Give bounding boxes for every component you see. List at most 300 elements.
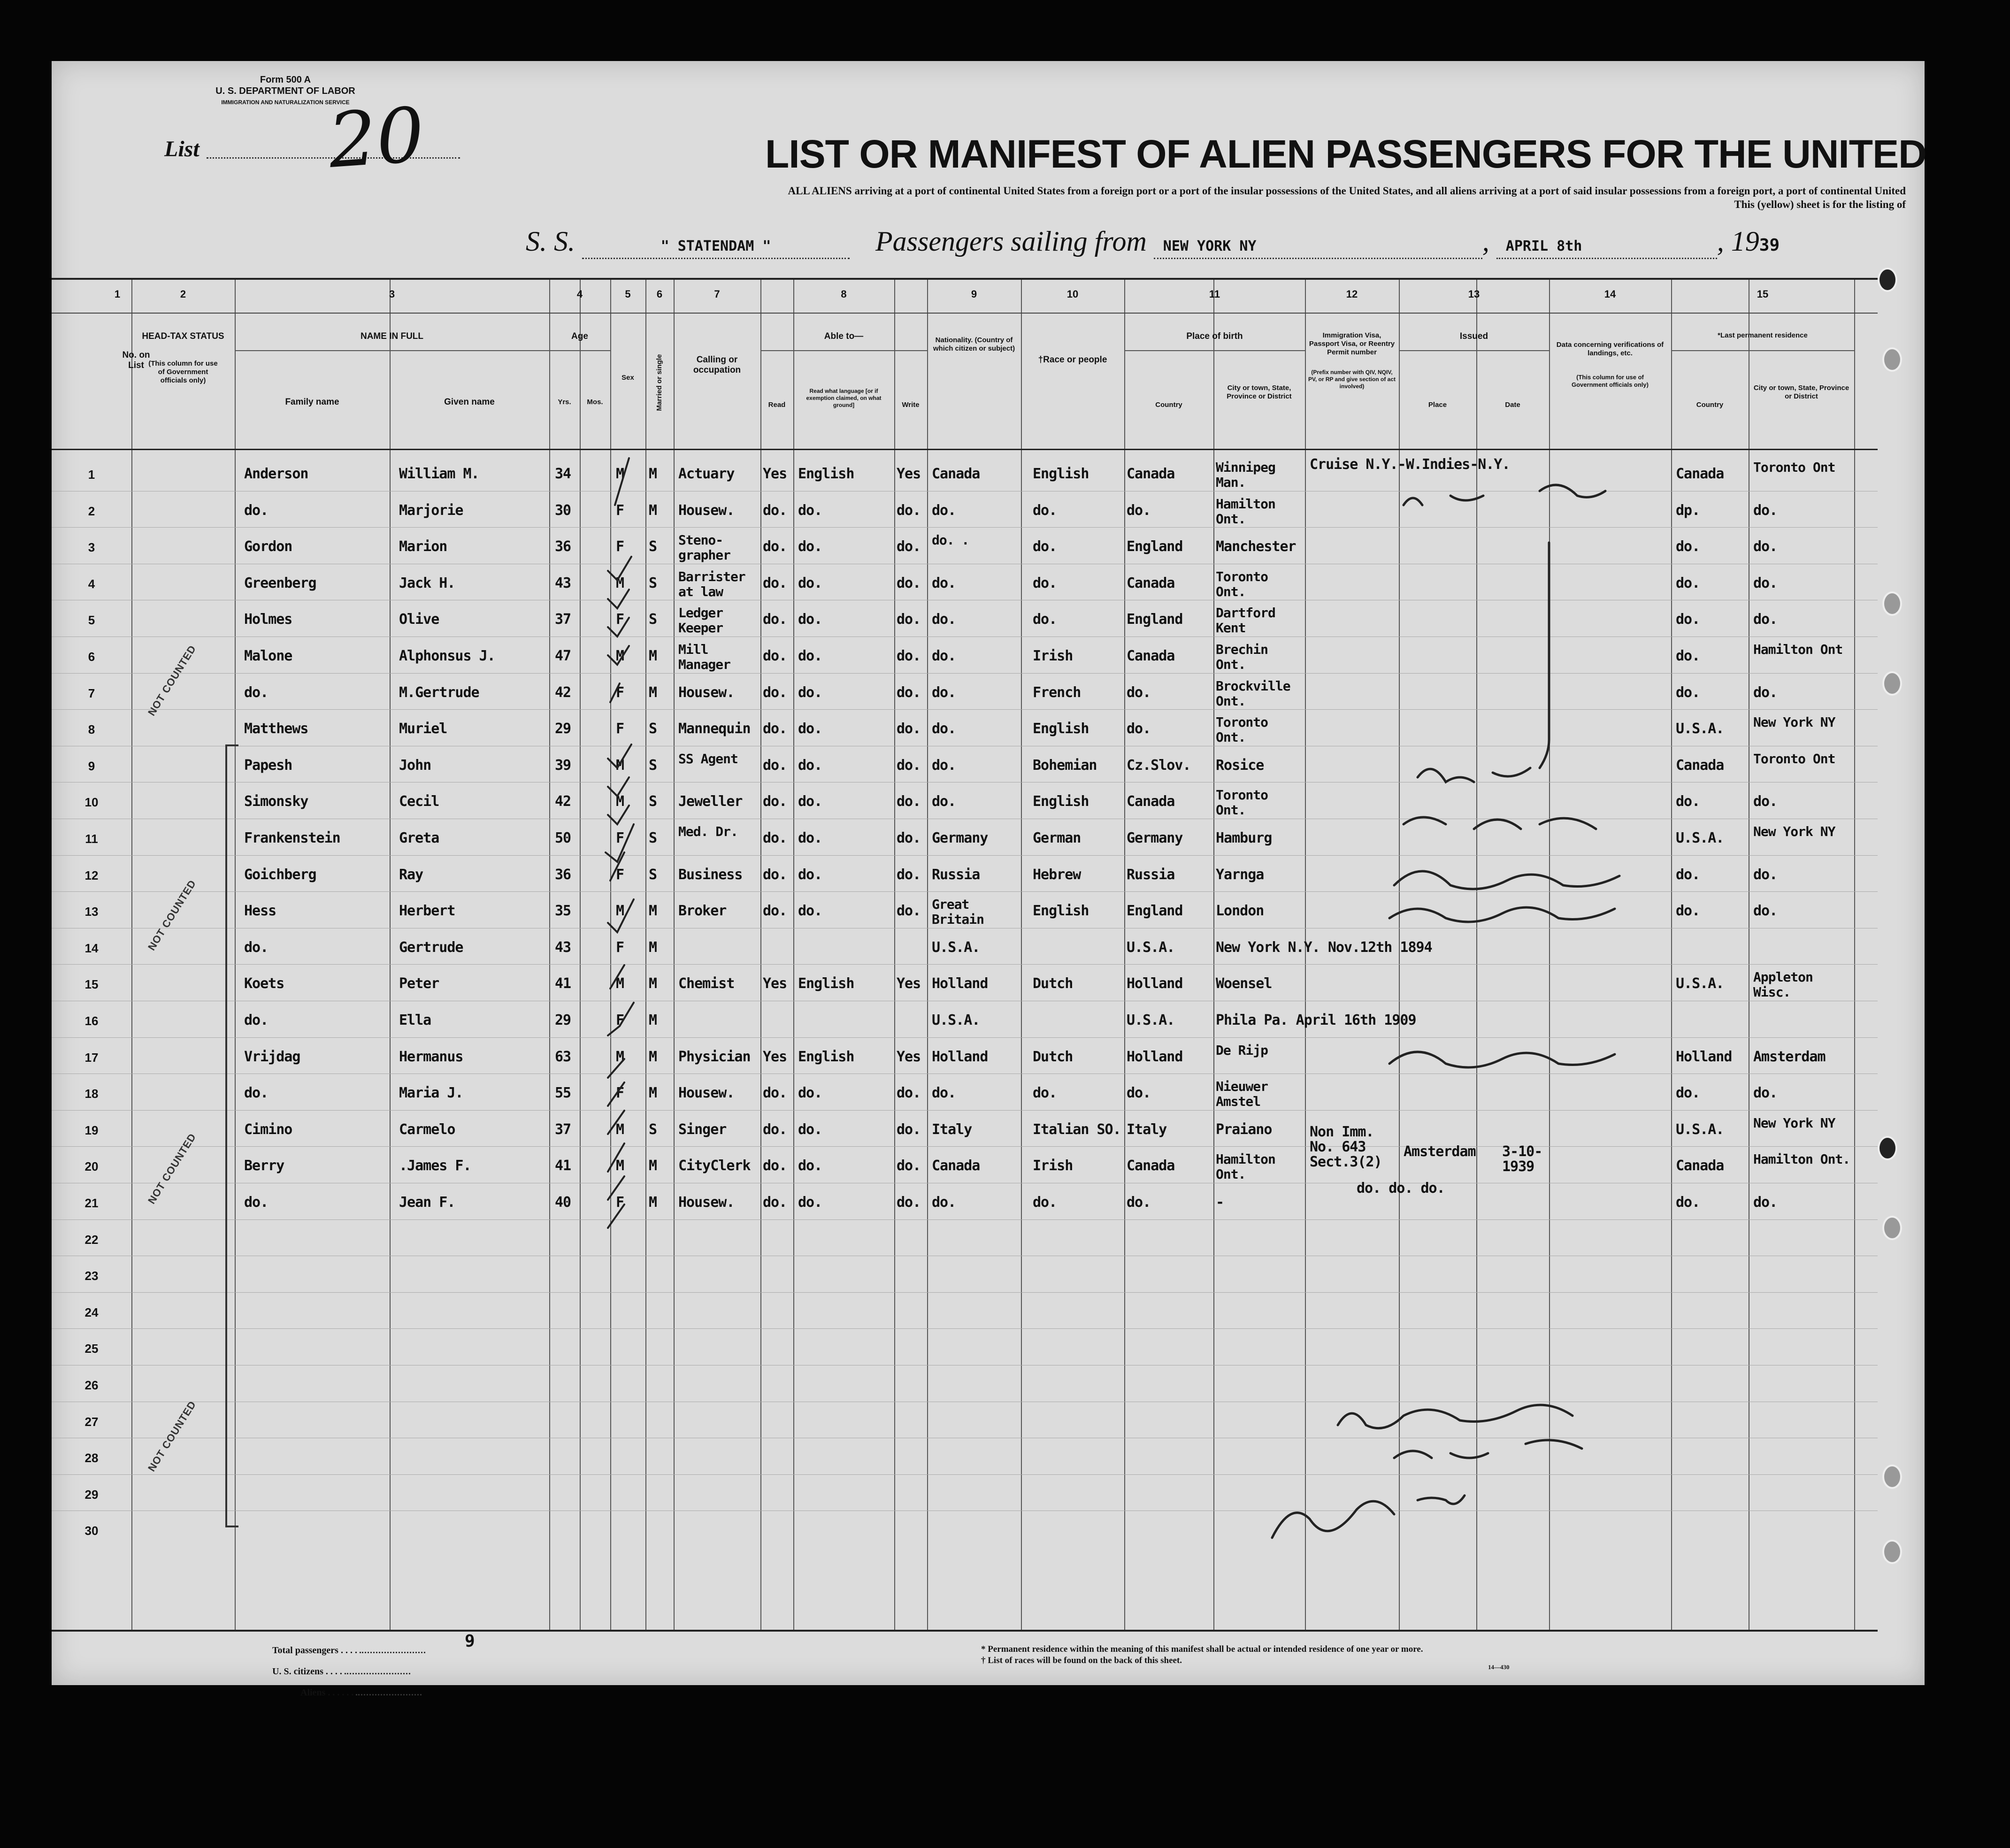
cell-read: Yes [763,1048,787,1065]
cell-race: do. [1033,575,1057,591]
list-label: List [164,137,199,161]
cell-occ: Barrister at law [678,568,745,599]
cell-ms: S [649,830,657,846]
cell-read: do. [763,1194,787,1211]
cell-bcountry: England [1127,538,1183,555]
row-number: 9 [88,759,95,773]
cell-bcountry: Canada [1127,466,1175,482]
cell-nat: Italy [932,1121,972,1138]
cell-sex: F [616,502,624,519]
hdr-last-residence: *Last permanent residence [1718,331,1808,339]
cell-write: do. [897,575,921,591]
row-number: 6 [88,650,95,664]
cell-occ: Jeweller [678,793,743,810]
hdr-visa-note: (Prefix number with QIV, NQIV, PV, or RP and give section of act involved) [1308,369,1396,390]
hdr-read-language: Read what language [or if exemption claimed, on what ground] [806,388,882,408]
hdr-landing: Data concerning verifications of landings, etc. [1556,341,1664,357]
cell-family: Hess [244,903,276,920]
service: IMMIGRATION AND NATURALIZATION SERVICE [221,99,350,106]
cell-race: do. [1033,502,1057,519]
hdr-sex: Sex [621,374,634,382]
cell-sex: F [616,611,624,628]
cell-lang: do. [798,575,822,591]
cell-ms: S [649,793,657,810]
cell-bcity: De Rijp [1216,1042,1268,1058]
cell-occ: Singer [678,1121,727,1138]
cell-age: 37 [555,1121,571,1138]
cell-rcountry: Canada [1676,757,1724,774]
cell-nat: do. [932,721,956,737]
row-number: 13 [84,905,99,919]
cell-ms: M [649,502,657,519]
row-number: 27 [84,1414,99,1429]
cell-rcity: New York NY [1753,714,1835,730]
cell-ms: M [649,903,657,920]
cell-occ: SS Agent [678,751,738,767]
cell-family: do. [244,684,269,701]
cell-sex: M [616,975,624,992]
cell-nat: do. [932,1085,956,1102]
cell-family: Malone [244,648,292,664]
cruise-note: Cruise N.Y.-W.Indies-N.Y. [1310,456,1510,473]
cell-ms: S [649,575,657,591]
cell-family: Cimino [244,1121,292,1138]
cell-rcountry: do. [1676,648,1700,664]
list-number: 20 [325,91,427,185]
cell-nat: Canada [932,466,980,482]
row-number: 12 [84,868,99,882]
binding-hole [1882,1216,1902,1240]
hdr-res-city: City or town, State, Province or District [1753,384,1849,400]
cell-nat: do. [932,757,956,774]
intro-text [427,184,1906,211]
cell-nat: do. [932,502,956,519]
col-num-6: 6 [656,288,663,300]
cell-rcity: do. [1753,684,1778,701]
cell-race: Dutch [1033,1048,1073,1065]
cell-write: do. [897,684,921,701]
cell-ms: S [649,757,657,774]
cell-rcountry: U.S.A. [1676,975,1724,992]
col-num-2: 2 [180,288,186,300]
department: U. S. DEPARTMENT OF LABOR [215,86,355,96]
cell-ms: M [649,684,657,701]
hdr-landing-note: (This column for use of Government officials only) [1572,374,1649,388]
col-num-4: 4 [576,288,583,300]
year-prefix: 19 [1731,226,1759,257]
col-num-8: 8 [841,288,847,300]
row-number: 10 [84,795,99,810]
cell-ms: M [649,466,657,482]
cell-rcity: Hamilton Ont. [1753,1151,1850,1167]
col-num-13: 13 [1468,288,1480,300]
cell-read: Yes [763,975,787,992]
cell-read: do. [763,648,787,664]
cell-write: Yes [897,1048,921,1065]
cell-lang: do. [798,684,822,701]
row-number: 11 [85,832,98,846]
cell-bcity: - [1216,1194,1224,1211]
cell-occ: Ledger Keeper [678,605,723,636]
cell-family: do. [244,1194,269,1211]
row-number: 25 [84,1342,99,1356]
cell-rcity: do. [1753,866,1778,883]
cell-bcity: Brockville Ont. [1216,678,1290,709]
cell-rcity: do. [1753,502,1778,519]
row-number: 22 [84,1232,99,1247]
cell-lang: English [798,1048,854,1065]
binding-hole [1882,347,1902,372]
cell-given: Olive [399,611,439,628]
hw-in-transit-1 [1404,485,1605,505]
hdr-name-in-full: NAME IN FULL [360,331,424,341]
row-number: 28 [84,1451,99,1465]
row-number: 19 [84,1123,99,1137]
cell-given: Peter [399,975,439,992]
ss-label: S. S. [526,226,575,257]
cell-bcountry: Canada [1127,793,1175,810]
cell-sex: F [616,830,624,846]
cell-age: 37 [555,611,571,628]
cell-occ: Mannequin [678,721,751,737]
cell-nat: Canada [932,1158,980,1174]
cell-ms: M [649,975,657,992]
cell-lang: do. [798,1121,822,1138]
cell-rcountry: do. [1676,575,1700,591]
cell-age: 40 [555,1194,571,1211]
cell-bcity: Winnipeg Man. [1216,460,1275,490]
cell-bcountry: do. [1127,684,1151,701]
cell-read: Yes [763,466,787,482]
cell-lang: do. [798,903,822,920]
cell-bcountry: Holland [1127,1048,1183,1065]
cell-write: do. [897,1194,921,1211]
cell-ms: M [649,648,657,664]
cell-read: do. [763,538,787,555]
cell-rcity: Toronto Ont [1753,751,1835,767]
row-number: 15 [84,977,99,992]
cell-bcity: Hamilton Ont. [1216,1151,1275,1182]
binding-hole [1882,591,1902,616]
hw-r-les [1418,768,1530,782]
cell-nat: do. [932,575,956,591]
col-num-7: 7 [714,288,720,300]
cell-sex: M [616,1121,624,1138]
cell-lang: do. [798,611,822,628]
cell-given: Alphonsus J. [399,648,495,664]
cell-write: do. [897,1158,921,1174]
cell-nat: Great Britain [932,897,984,928]
cell-lang: do. [798,830,822,846]
row-number: 24 [84,1305,99,1319]
col-num-1: 1 [114,288,121,300]
cell-ms: M [649,1085,657,1102]
row-number: 29 [84,1487,99,1502]
cell-nat: do. [932,611,956,628]
cell-bcountry: do. [1127,721,1151,737]
cell-given: M.Gertrude [399,684,479,701]
cell-bcity: Manchester [1216,538,1296,555]
hdr-issued-place: Place [1428,401,1447,409]
cell-write: Yes [897,466,921,482]
hdr-head-tax-note: (This column for use of Government officials only) [148,360,218,384]
cell-bcity: Toronto Ont. [1216,568,1268,599]
binding-hole [1882,671,1902,696]
footer-note-2: † List of races will be found on the back of this sheet. [981,1656,1182,1665]
cell-family: Anderson [244,466,308,482]
cell-read: do. [763,1121,787,1138]
cell-sex: F [616,721,624,737]
cell-race: Italian SO. [1033,1121,1121,1138]
cell-rcountry: do. [1676,793,1700,810]
row-number: 14 [84,941,99,955]
cell-lang: English [798,466,854,482]
cell-read: do. [763,793,787,810]
cell-lang: do. [798,1085,822,1102]
cell-race: Irish [1033,648,1073,664]
cell-occ: Mill Manager [678,642,731,672]
cell-rcountry: do. [1676,684,1700,701]
cell-bcity: Hamburg [1216,830,1272,846]
cell-ms: M [649,1048,657,1065]
cell-bcountry: Italy [1127,1121,1167,1138]
cell-read: do. [763,866,787,883]
cell-lang: do. [798,648,822,664]
cell-ms: M [649,939,657,956]
cell-write: do. [897,648,921,664]
page-count: 9 [465,1632,475,1651]
cell-given: Ella [399,1012,431,1028]
cell-occ: Broker [678,903,727,920]
cell-read: do. [763,903,787,920]
hw-ditto-line [1540,543,1549,768]
cell-sex: F [616,684,624,701]
binding-hole [1882,1465,1902,1489]
cell-given: Jack H. [399,575,455,591]
cell-bcity: Praiano [1216,1121,1272,1138]
cell-bcity: Phila Pa. April 16th 1909 [1216,1012,1416,1028]
row-number: 23 [84,1269,99,1283]
col-num-11: 11 [1209,288,1220,300]
row-number: 7 [88,686,95,700]
cell-age: 43 [555,939,571,956]
cell-ms: S [649,611,657,628]
cell-rcity: do. [1753,793,1778,810]
cell-occ: Physician [678,1048,751,1065]
col-num-9: 9 [971,288,977,300]
cell-nat: U.S.A. [932,939,980,956]
cell-given: John [399,757,431,774]
binding-hole [1878,268,1897,292]
cell-read: do. [763,830,787,846]
hw-in-transit-3 [1394,1440,1582,1458]
cell-occ: Housew. [678,502,735,519]
cell-family: Greenberg [244,575,316,591]
cell-age: 42 [555,793,571,810]
binding-hole [1882,1540,1902,1564]
cell-race: Hebrew [1033,866,1081,883]
footer-note-1: * Permanent residence within the meaning of this manifest shall be actual or intended residence of one year or more. [981,1644,1423,1654]
year-suffix: 39 [1759,236,1780,255]
cell-bcountry: Canada [1127,575,1175,591]
cell-bcountry: do. [1127,502,1151,519]
cell-age: 30 [555,502,571,519]
cell-rcountry: U.S.A. [1676,1121,1724,1138]
cell-occ: Housew. [678,684,735,701]
cell-race: do. [1033,1194,1057,1211]
cell-race: Bohemian [1033,757,1097,774]
cell-lang: English [798,975,854,992]
cell-given: Herbert [399,903,455,920]
cell-lang: do. [798,721,822,737]
cell-sex: M [616,648,624,664]
handwritten-annotations [1216,449,1873,1547]
departure-port: NEW YORK NY [1163,238,1257,254]
cell-race: English [1033,793,1089,810]
hdr-yrs: Yrs. [558,398,571,406]
hdr-married: Married or single [655,354,663,411]
cell-family: Vrijdag [244,1048,300,1065]
hdr-nationality: Nationality. (Country of which citizen or subject) [933,336,1015,353]
cell-ms: M [649,1158,657,1174]
row-number: 26 [84,1378,99,1392]
cell-write: do. [897,903,921,920]
cell-sex: F [616,1012,624,1028]
cell-sex: M [616,1048,624,1065]
cell-occ: Actuary [678,466,735,482]
cell-family: Goichberg [244,866,316,883]
cell-race: German [1033,830,1081,846]
cell-age: 55 [555,1085,571,1102]
cell-given: William M. [399,466,479,482]
cell-ms: S [649,721,657,737]
footer-total-label: Total passengers . . . . [272,1645,425,1656]
cell-given: Marion [399,538,447,555]
cell-ms: M [649,1194,657,1211]
visa-place-17: Amsterdam [1404,1143,1476,1160]
hw-returning-resident-1 [1394,871,1619,889]
cell-rcity: do. [1753,1085,1778,1102]
cell-write: do. [897,830,921,846]
cell-rcountry: Canada [1676,466,1724,482]
cell-bcity: Dartford Kent [1216,605,1275,636]
check-marks [596,449,662,1547]
hdr-race: †Race or people [1038,355,1107,365]
row-number: 8 [88,722,95,737]
col-num-5: 5 [625,288,631,300]
row-number: 5 [88,613,95,628]
col-num-3: 3 [389,288,395,300]
cell-bcountry: Russia [1127,866,1175,883]
hdr-place-of-birth: Place of birth [1186,331,1243,341]
cell-nat: Holland [932,1048,988,1065]
cell-sex: F [616,1085,624,1102]
cell-bcity: New York N.Y. Nov.12th 1894 [1216,939,1432,956]
cell-sex: M [616,793,624,810]
hdr-able-to: Able to— [824,331,864,341]
cell-rcountry: Holland [1676,1048,1732,1065]
cell-rcity: Appleton Wisc. [1753,969,1813,1000]
cell-race: do. [1033,611,1057,628]
cell-age: 47 [555,648,571,664]
col-num-10: 10 [1066,288,1079,300]
cell-sex: F [616,1194,624,1211]
binding-hole [1878,1136,1897,1160]
cell-rcountry: do. [1676,611,1700,628]
cell-race: English [1033,903,1089,920]
cell-read: do. [763,611,787,628]
row-number: 2 [88,504,95,518]
cell-rcountry: do. [1676,903,1700,920]
row-number: 20 [84,1159,99,1174]
cell-rcity: do. [1753,538,1778,555]
not-counted-stamp-1: NOT COUNTED [146,643,199,718]
cell-nat: do. [932,1194,956,1211]
cell-family: Berry [244,1158,284,1174]
cell-rcountry: do. [1676,866,1700,883]
cell-rcountry: do. [1676,1194,1700,1211]
cell-family: do. [244,502,269,519]
sailing-label: Passengers sailing from [875,226,1147,257]
cell-age: 39 [555,757,571,774]
footer-citizens-label: U. S. citizens . . . . [272,1666,410,1677]
cell-rcity: do. [1753,575,1778,591]
cell-write: do. [897,866,921,883]
cell-sex: M [616,575,624,591]
cell-rcountry: Canada [1676,1158,1724,1174]
footer-notes [981,1644,1638,1666]
not-counted-stamp-2: NOT COUNTED [146,877,199,953]
hw-signature-10am [1272,1495,1465,1538]
cell-bcity: Toronto Ont. [1216,714,1268,745]
not-counted-stamp-3: NOT COUNTED [146,1131,199,1206]
cell-given: .James F. [399,1158,471,1174]
cell-rcountry: U.S.A. [1676,830,1724,846]
cell-read: do. [763,575,787,591]
cell-sex: F [616,939,624,956]
not-counted-stamp-4: NOT COUNTED [146,1398,199,1474]
row-number: 21 [84,1196,99,1210]
form-number: Form 500 A [260,75,311,85]
row-number: 18 [84,1087,99,1101]
cell-rcity: New York NY [1753,1115,1835,1131]
cell-write: do. [897,757,921,774]
cell-race: French [1033,684,1081,701]
cell-rcity: do. [1753,611,1778,628]
cell-occ: Med. Dr. [678,824,738,839]
cell-write: do. [897,538,921,555]
cell-bcountry: Canada [1127,1158,1175,1174]
cell-family: do. [244,939,269,956]
cell-bcity: Woensel [1216,975,1272,992]
cell-rcountry: U.S.A. [1676,721,1724,737]
cell-occ: Chemist [678,975,735,992]
cell-nat: do. [932,793,956,810]
cell-bcity: Toronto Ont. [1216,787,1268,818]
cell-given: Maria J. [399,1085,463,1102]
col-num-14: 14 [1604,288,1616,300]
row-number: 4 [88,576,95,591]
intro-line-1: ALL ALIENS arriving at a port of continental United States from a foreign port or a port of the insular possessions of the United States, and all aliens arriving at a port of said insular possessions from a foreign port, a port of continental United [788,185,1906,197]
cell-age: 41 [555,1158,571,1174]
footer-total-text: Total passengers [272,1645,338,1656]
visa-row-18: do. do. do. [1357,1180,1445,1196]
cell-age: 50 [555,830,571,846]
cell-read: do. [763,757,787,774]
footer-citizens-text: U. S. citizens [272,1666,323,1677]
cell-given: Greta [399,830,439,846]
visa-line-3: Sect.3(2) [1310,1154,1382,1170]
